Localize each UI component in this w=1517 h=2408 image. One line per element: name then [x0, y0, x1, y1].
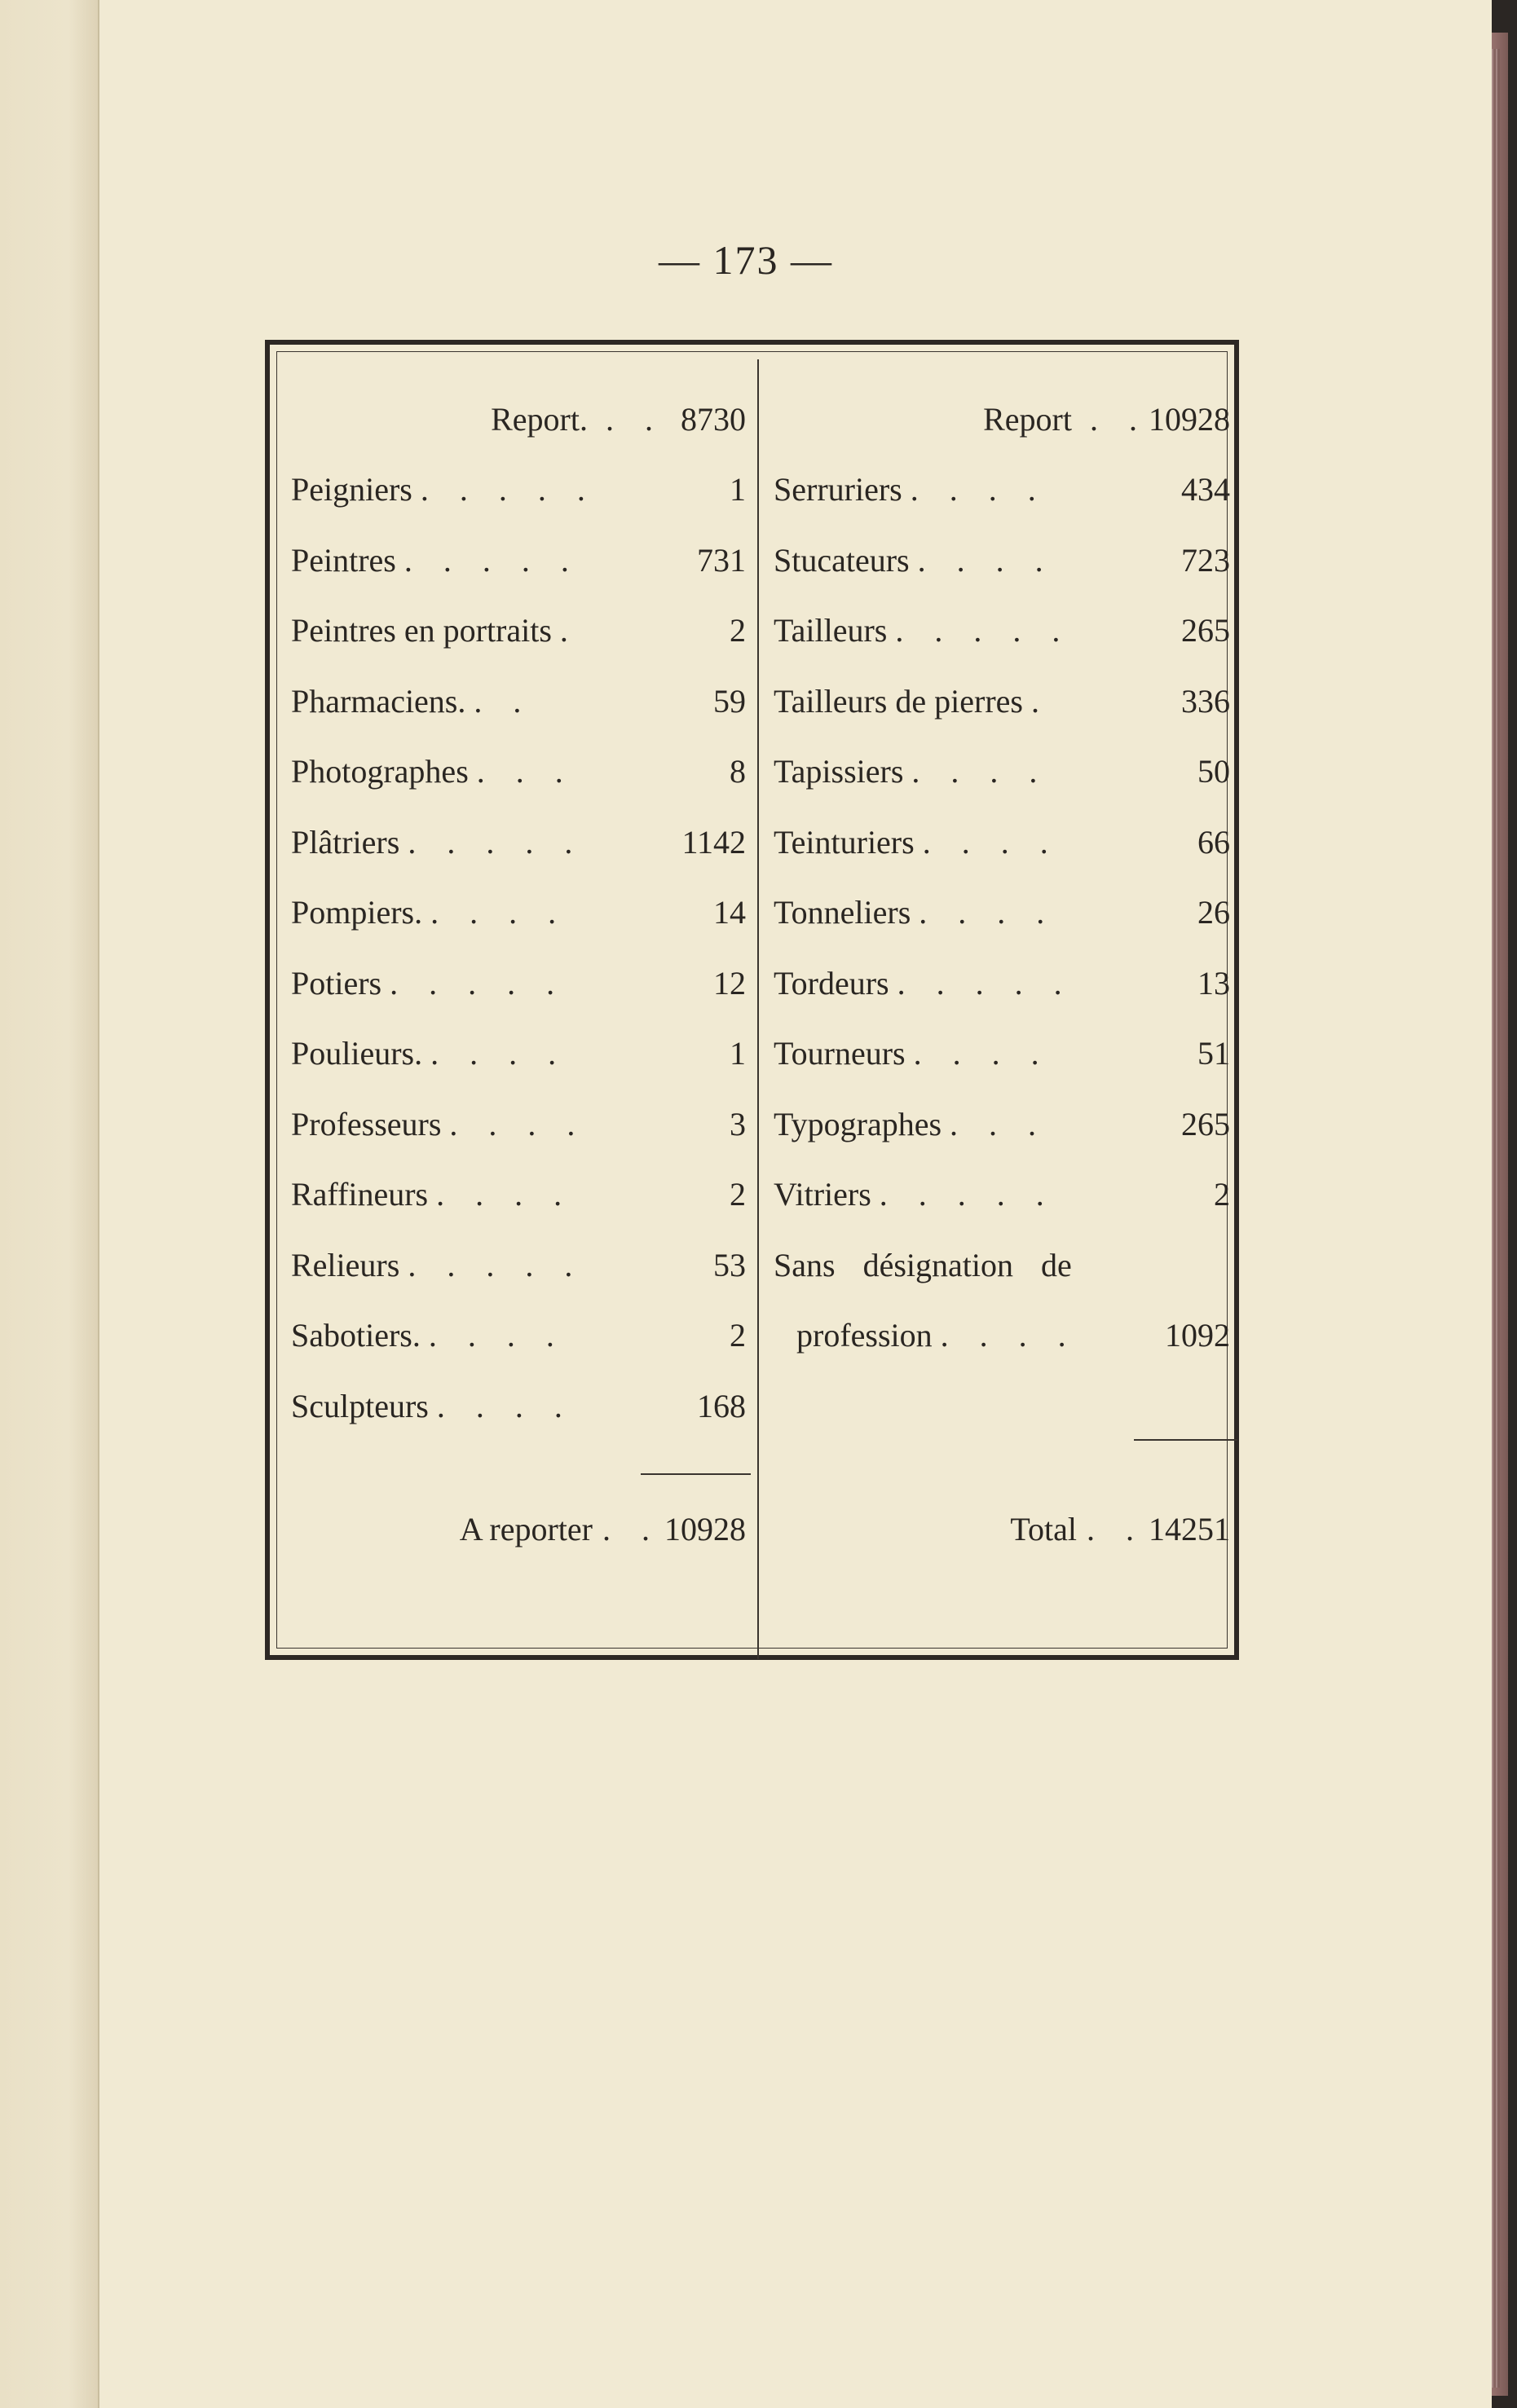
row-dots: . . . .	[436, 1387, 574, 1424]
row-label: Tailleurs de pierres	[774, 682, 1023, 720]
left-total-row	[291, 1510, 746, 1548]
row-value: 265	[1181, 1105, 1230, 1142]
table-row	[774, 948, 1230, 1019]
row-value: 2	[1214, 1176, 1230, 1213]
row-value: 1	[730, 471, 746, 508]
table-row	[774, 455, 1230, 526]
row-value: 66	[1197, 823, 1230, 861]
row-dots: . .	[474, 682, 533, 720]
row-label: Stucateurs	[774, 541, 910, 579]
table-row	[291, 525, 746, 596]
row-label: Professeurs	[291, 1105, 442, 1142]
row-dots: . . . .	[919, 894, 1056, 931]
row-value: 53	[713, 1246, 746, 1283]
table-row	[291, 948, 746, 1019]
row-dots: . . . .	[911, 753, 1049, 790]
row-label: Serruriers	[774, 471, 902, 508]
row-dots: . . .	[950, 1105, 1048, 1142]
row-value: 3	[730, 1105, 746, 1142]
right-total-value: 14251	[1149, 1511, 1230, 1547]
row-label: Pompiers.	[291, 894, 423, 931]
left-report-value: 8730	[681, 400, 746, 438]
row-dots: . . .	[476, 753, 575, 790]
row-dots: . . . . .	[895, 612, 1072, 649]
row-value: 8	[730, 753, 746, 790]
row-value: 723	[1181, 541, 1230, 579]
row-value: 1	[730, 1035, 746, 1072]
row-label: Potiers	[291, 964, 382, 1001]
row-label: Peintres	[291, 541, 396, 579]
page-number: — 173 —	[659, 237, 833, 283]
row-label: Peigniers	[291, 471, 412, 508]
row-label: Tonneliers	[774, 894, 911, 931]
row-dots: . . . .	[436, 1176, 574, 1213]
table-row	[291, 1301, 746, 1371]
column-divider	[757, 359, 759, 1659]
table-row	[291, 1019, 746, 1090]
table-row	[774, 1089, 1230, 1160]
row-dots: . . . .	[917, 541, 1055, 579]
row-value: 1142	[681, 823, 746, 861]
row-value: 13	[1197, 964, 1230, 1001]
row-value: 12	[713, 964, 746, 1001]
table-row	[291, 1160, 746, 1230]
row-label: Relieurs	[291, 1246, 400, 1283]
row-dots: . . . . .	[420, 471, 597, 508]
table-row	[774, 1230, 1230, 1301]
row-dots: . . . . .	[897, 964, 1074, 1001]
table-row	[774, 596, 1230, 667]
row-dots: . . . .	[428, 1317, 566, 1354]
row-label: Tordeurs	[774, 964, 889, 1001]
row-value: 731	[697, 541, 746, 579]
row-label: Sans désignation de	[774, 1246, 1072, 1283]
table-row	[291, 666, 746, 737]
left-report-row	[291, 384, 746, 455]
row-label: Tourneurs	[774, 1035, 906, 1072]
row-dots: . . . .	[449, 1105, 587, 1142]
row-value: 59	[713, 682, 746, 720]
row-dots: . . . . .	[408, 823, 584, 861]
row-value: 336	[1181, 682, 1230, 720]
left-report-label: Report.	[491, 400, 588, 438]
row-label: Typographes	[774, 1105, 942, 1142]
row-dots: . . . .	[430, 894, 568, 931]
table-row	[774, 1160, 1230, 1230]
table-row	[291, 807, 746, 878]
table-row	[774, 737, 1230, 808]
left-column	[291, 384, 746, 1442]
row-value: 14	[713, 894, 746, 931]
row-value: 168	[697, 1387, 746, 1424]
row-label: Peintres en portraits	[291, 612, 552, 649]
row-label: Pharmaciens.	[291, 682, 466, 720]
row-label: Sculpteurs	[291, 1387, 429, 1424]
row-label: Vitriers	[774, 1176, 871, 1213]
table-row	[291, 1230, 746, 1301]
table-row	[774, 878, 1230, 949]
row-label: Tailleurs	[774, 612, 888, 649]
row-value: 1092	[1165, 1317, 1230, 1354]
row-dots: . . . .	[922, 823, 1060, 861]
row-value: 2	[730, 612, 746, 649]
right-total-dots: . .	[1087, 1511, 1145, 1547]
row-value: 2	[730, 1317, 746, 1354]
row-dots: . . . . .	[404, 541, 580, 579]
left-total-dots: . .	[602, 1511, 661, 1547]
row-value: 434	[1181, 471, 1230, 508]
table-row	[774, 666, 1230, 737]
row-value: 51	[1197, 1035, 1230, 1072]
right-column	[774, 384, 1230, 1371]
row-label: Photographes	[291, 753, 469, 790]
row-dots: . . . .	[910, 471, 1047, 508]
row-value: 50	[1197, 753, 1230, 790]
statistics-table	[265, 340, 1239, 1660]
row-label: Plâtriers	[291, 823, 400, 861]
right-report-label: Report	[983, 400, 1072, 438]
row-dots: . . . .	[913, 1035, 1051, 1072]
row-dots: . . . .	[430, 1035, 568, 1072]
right-sum-rule	[1134, 1439, 1237, 1441]
row-dots: .	[559, 612, 580, 649]
row-dots: . . . . .	[408, 1246, 584, 1283]
right-report-row	[774, 384, 1230, 455]
table-row	[774, 525, 1230, 596]
row-value: 265	[1181, 612, 1230, 649]
left-total-value: 10928	[664, 1511, 746, 1547]
row-label: Tapissiers	[774, 753, 904, 790]
row-label: Sabotiers.	[291, 1317, 421, 1354]
row-dots: . . . .	[940, 1317, 1078, 1354]
left-sum-rule	[641, 1473, 751, 1475]
table-row	[291, 596, 746, 667]
right-report-value: 10928	[1149, 400, 1230, 438]
table-row	[291, 737, 746, 808]
table-row	[774, 1301, 1230, 1371]
row-label: profession	[796, 1317, 933, 1354]
row-label: Raffineurs	[291, 1176, 429, 1213]
right-report-dots: . .	[1090, 400, 1149, 438]
row-dots: . . . . .	[879, 1176, 1056, 1213]
table-row	[291, 1371, 746, 1442]
left-total-label: A reporter	[459, 1511, 593, 1547]
left-page-margin	[0, 0, 99, 2408]
table-row	[291, 1089, 746, 1160]
row-value: 2	[730, 1176, 746, 1213]
row-label: Poulieurs.	[291, 1035, 423, 1072]
table-row	[774, 1019, 1230, 1090]
right-total-row	[774, 1510, 1230, 1548]
row-dots: . . . . .	[390, 964, 567, 1001]
right-total-label: Total	[1010, 1511, 1077, 1547]
left-report-dots: . .	[606, 400, 664, 438]
table-row	[291, 878, 746, 949]
table-row	[291, 455, 746, 526]
table-row	[774, 807, 1230, 878]
row-value: 26	[1197, 894, 1230, 931]
row-label: Teinturiers	[774, 823, 915, 861]
row-dots: .	[1030, 682, 1051, 720]
